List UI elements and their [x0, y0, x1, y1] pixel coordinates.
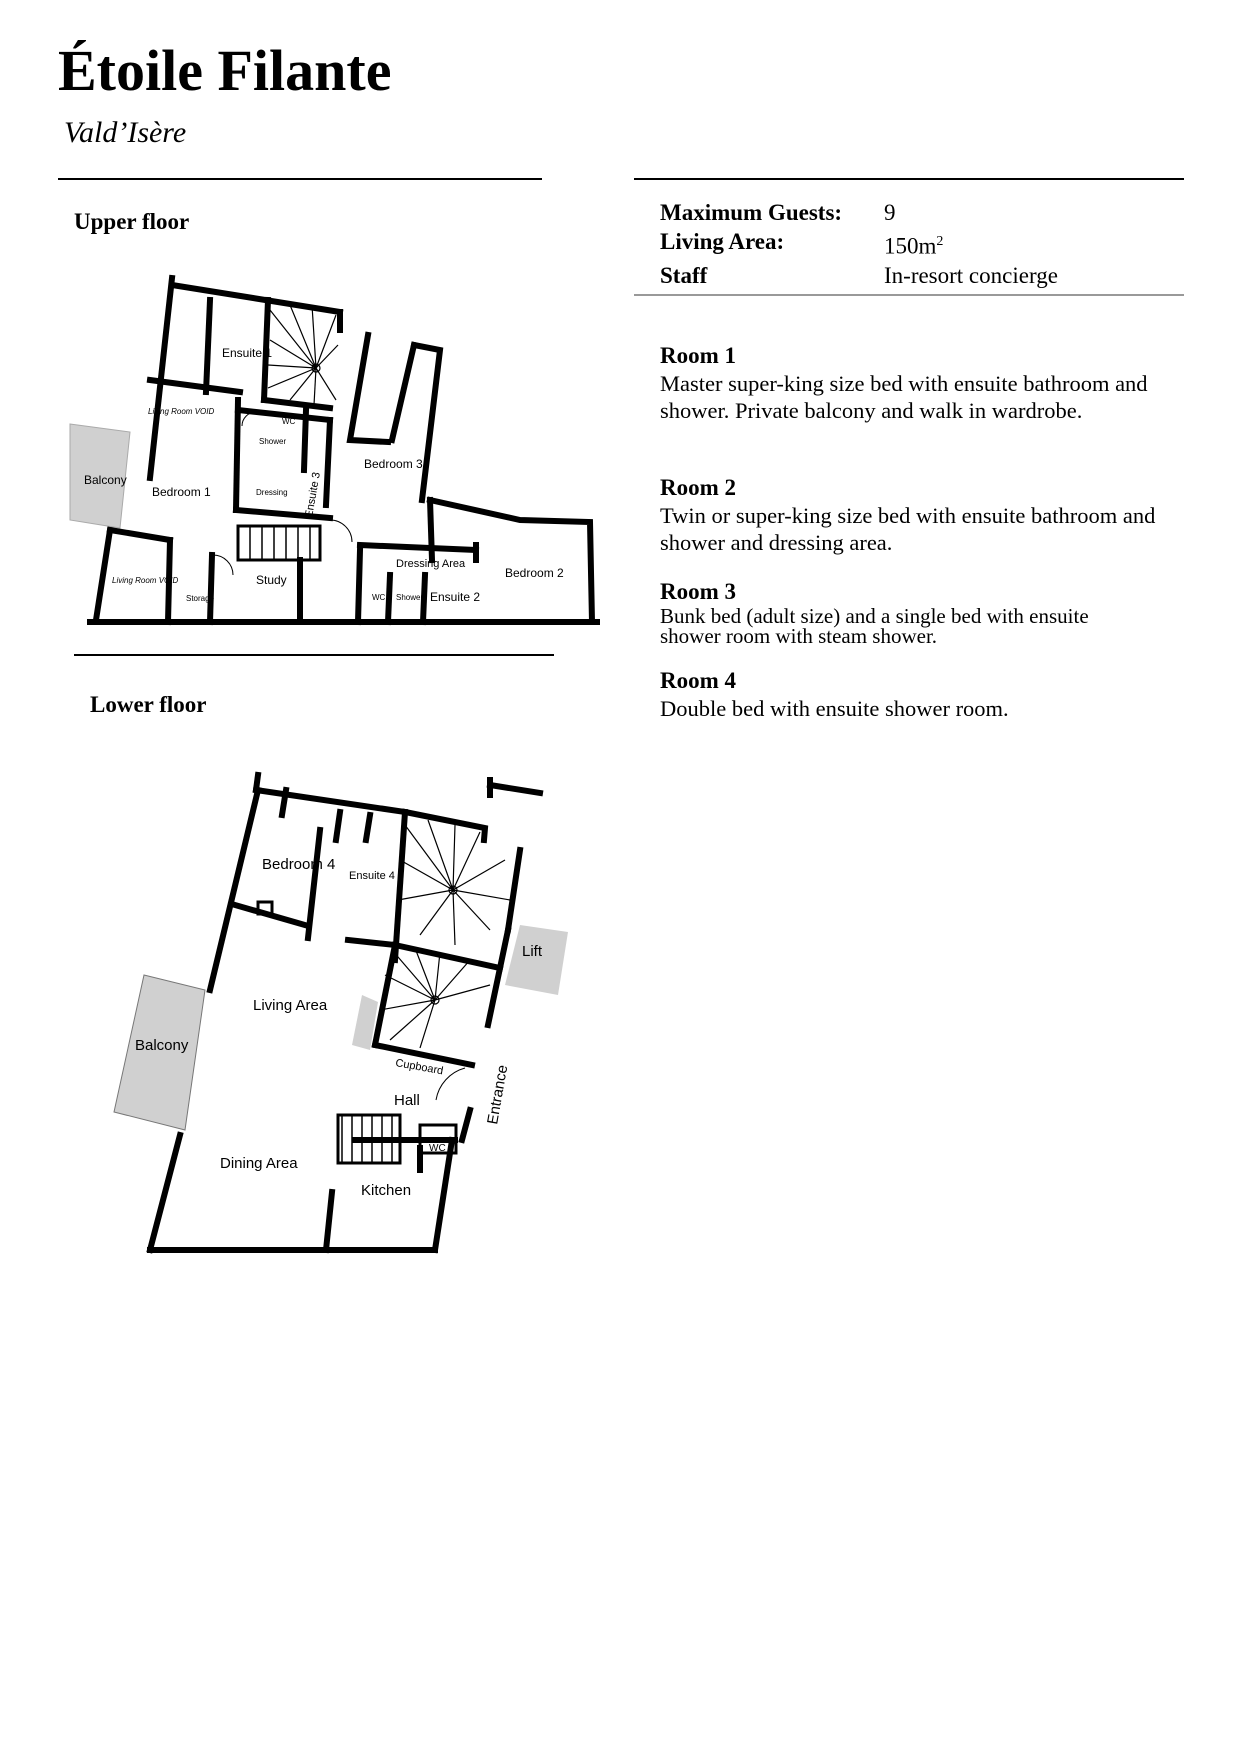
- bedroom3-label: Bedroom 3: [364, 457, 423, 471]
- room-4: [660, 667, 1180, 722]
- stats-divider: [634, 294, 1184, 296]
- stat-staff-label: Staff: [660, 262, 708, 288]
- upper-floor-plan: [60, 268, 600, 638]
- shower2-label: Shower: [396, 593, 424, 602]
- upper-floor-label: Upper floor: [74, 209, 190, 234]
- cupboard-label: Cupboard: [394, 1057, 445, 1078]
- ensuite1-label: Ensuite 1: [222, 346, 273, 360]
- property-stats: [660, 198, 1058, 290]
- stat-area-label: Living Area:: [660, 229, 785, 254]
- dining-area-label: Dining Area: [220, 1155, 298, 1172]
- living-area-label: Living Area: [253, 997, 328, 1014]
- stat-staff: [660, 261, 1058, 290]
- kitchen-label: Kitchen: [361, 1182, 412, 1199]
- room-1-desc: Master super-king size bed with ensuite bathroom and shower. Private balcony and walk in wardrobe.: [660, 371, 1148, 423]
- floor-plan-divider: [74, 654, 554, 656]
- living-void-2-label: Living Room VOID: [112, 576, 179, 585]
- stat-area: [660, 227, 1058, 261]
- page-subtitle: Vald’Isère: [64, 116, 187, 149]
- living-void-1-label: Living Room VOID: [148, 407, 215, 416]
- lower-floor-label: Lower floor: [90, 692, 207, 717]
- room-3-desc: Bunk bed (adult size) and a single bed with ensuite shower room with steam shower.: [660, 604, 1089, 648]
- room-3-title: Room 3: [660, 579, 737, 604]
- entrance-label: Entrance: [484, 1063, 512, 1126]
- room-1: [660, 342, 1180, 424]
- stat-staff-value: In-resort concierge: [884, 262, 1058, 288]
- stat-guests-value: 9: [884, 200, 896, 225]
- stat-area-unit: 2: [936, 234, 944, 249]
- room-2: [660, 474, 1180, 556]
- wc2-label: WC: [372, 593, 386, 602]
- lift-label: Lift: [522, 943, 543, 960]
- left-header-divider: [58, 178, 542, 180]
- dressing-area-label: Dressing Area: [396, 558, 466, 570]
- room-4-desc: Double bed with ensuite shower room.: [660, 696, 1009, 721]
- bedroom1-label: Bedroom 1: [152, 485, 211, 499]
- stat-guests-label: Maximum Guests:: [660, 200, 843, 225]
- stat-area-value: 150m: [884, 233, 937, 259]
- storage-label: Storage: [186, 594, 215, 603]
- bedroom4-label: Bedroom 4: [262, 856, 336, 873]
- room-1-title: Room 1: [660, 343, 737, 368]
- lower-floor-plan: [100, 765, 580, 1265]
- page-title: Étoile Filante: [58, 38, 392, 103]
- bedroom2-label: Bedroom 2: [505, 566, 564, 580]
- shower-label: Shower: [259, 437, 287, 446]
- room-3: [660, 578, 1100, 646]
- balcony-lower-label: Balcony: [135, 1037, 189, 1054]
- wc-label: WC: [282, 417, 296, 426]
- room-4-title: Room 4: [660, 668, 737, 693]
- room-2-title: Room 2: [660, 475, 737, 500]
- room-2-desc: Twin or super-king size bed with ensuite bathroom and shower and dressing area.: [660, 503, 1156, 555]
- ensuite3-label: Ensuite 3: [303, 471, 323, 519]
- balcony-label: Balcony: [84, 473, 127, 487]
- dressing-label: Dressing: [256, 488, 288, 497]
- ensuite2-label: Ensuite 2: [430, 590, 481, 604]
- ensuite4-label: Ensuite 4: [349, 870, 395, 882]
- study-label: Study: [256, 573, 287, 587]
- wc-lower-label: WC: [429, 1143, 446, 1154]
- stat-guests: [660, 198, 1058, 227]
- right-header-divider: [634, 178, 1184, 180]
- hall-label: Hall: [394, 1092, 420, 1109]
